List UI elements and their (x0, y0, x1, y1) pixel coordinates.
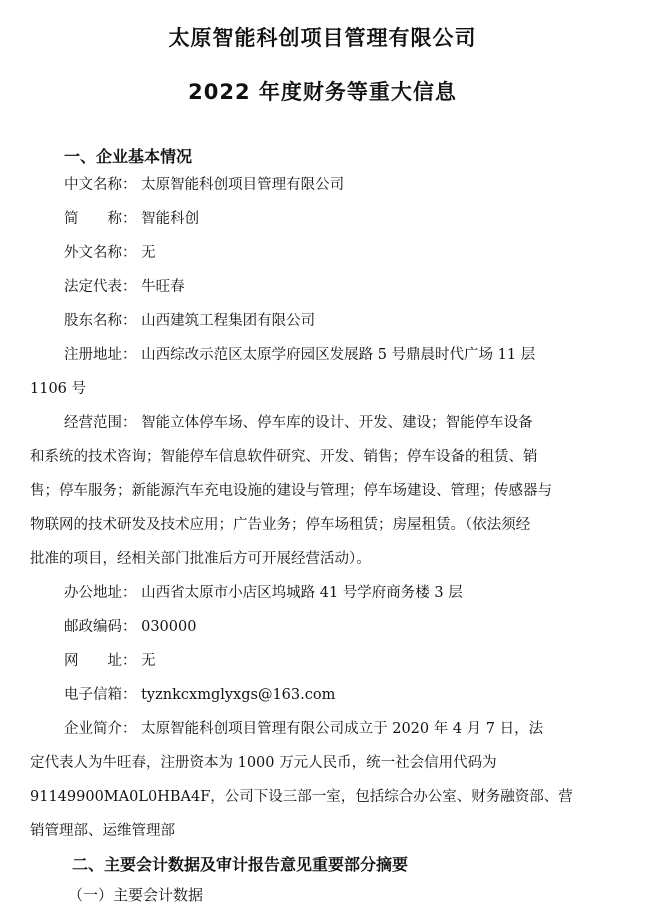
info-line: 邮政编码： 030000 (64, 619, 197, 635)
info-line: 定代表人为牛旺春，注册资本为 1000 万元人民币，统一社会信用代码为 (30, 755, 497, 771)
info-line: 91149900MA0L0HBA4F，公司下设三部一室，包括综合办公室、财务融资部、营 (30, 789, 573, 805)
section-1-heading: 一、企业基本情况 (64, 147, 193, 166)
subsection-heading: （一）主要会计数据 (68, 886, 204, 904)
info-line: 电子信箱： tyznkcxmglyxgs@163.com (64, 687, 336, 703)
info-line: 法定代表： 牛旺春 (64, 279, 185, 295)
document-title: 太原智能科创项目管理有限公司 (168, 26, 477, 50)
info-line: 销管理部、运维管理部 (30, 823, 175, 839)
section-2-heading: 二、主要会计数据及审计报告意见重要部分摘要 (72, 855, 409, 874)
info-line: 售；停车服务；新能源汽车充电设施的建设与管理；停车场建设、管理；传感器与 (30, 483, 552, 499)
info-line: 中文名称： 太原智能科创项目管理有限公司 (64, 177, 345, 193)
info-line: 简 称： 智能科创 (64, 211, 200, 227)
info-line: 股东名称： 山西建筑工程集团有限公司 (64, 313, 316, 329)
info-line: 物联网的技术研发及技术应用；广告业务；停车场租赁；房屋租赁。（依法须经 (30, 517, 531, 533)
info-line: 批准的项目，经相关部门批准后方可开展经营活动）。 (30, 551, 371, 567)
info-line: 注册地址： 山西综改示范区太原学府园区发展路 5 号鼎晨时代广场 11 层 (64, 347, 536, 363)
info-line: 和系统的技术咨询；智能停车信息软件研究、开发、销售；停车设备的租赁、销 (30, 449, 538, 465)
info-line: 1106 号 (30, 381, 87, 397)
info-line: 企业简介： 太原智能科创项目管理有限公司成立于 2020 年 4 月 7 日，法 (64, 721, 544, 737)
info-line: 外文名称： 无 (64, 245, 156, 261)
info-line: 网 址： 无 (64, 653, 156, 669)
info-line: 办公地址： 山西省太原市小店区坞城路 41 号学府商务楼 3 层 (64, 585, 463, 601)
document-subtitle: 2022 年度财务等重大信息 (188, 80, 457, 104)
info-line: 经营范围： 智能立体停车场、停车库的设计、开发、建设；智能停车设备 (64, 415, 533, 431)
